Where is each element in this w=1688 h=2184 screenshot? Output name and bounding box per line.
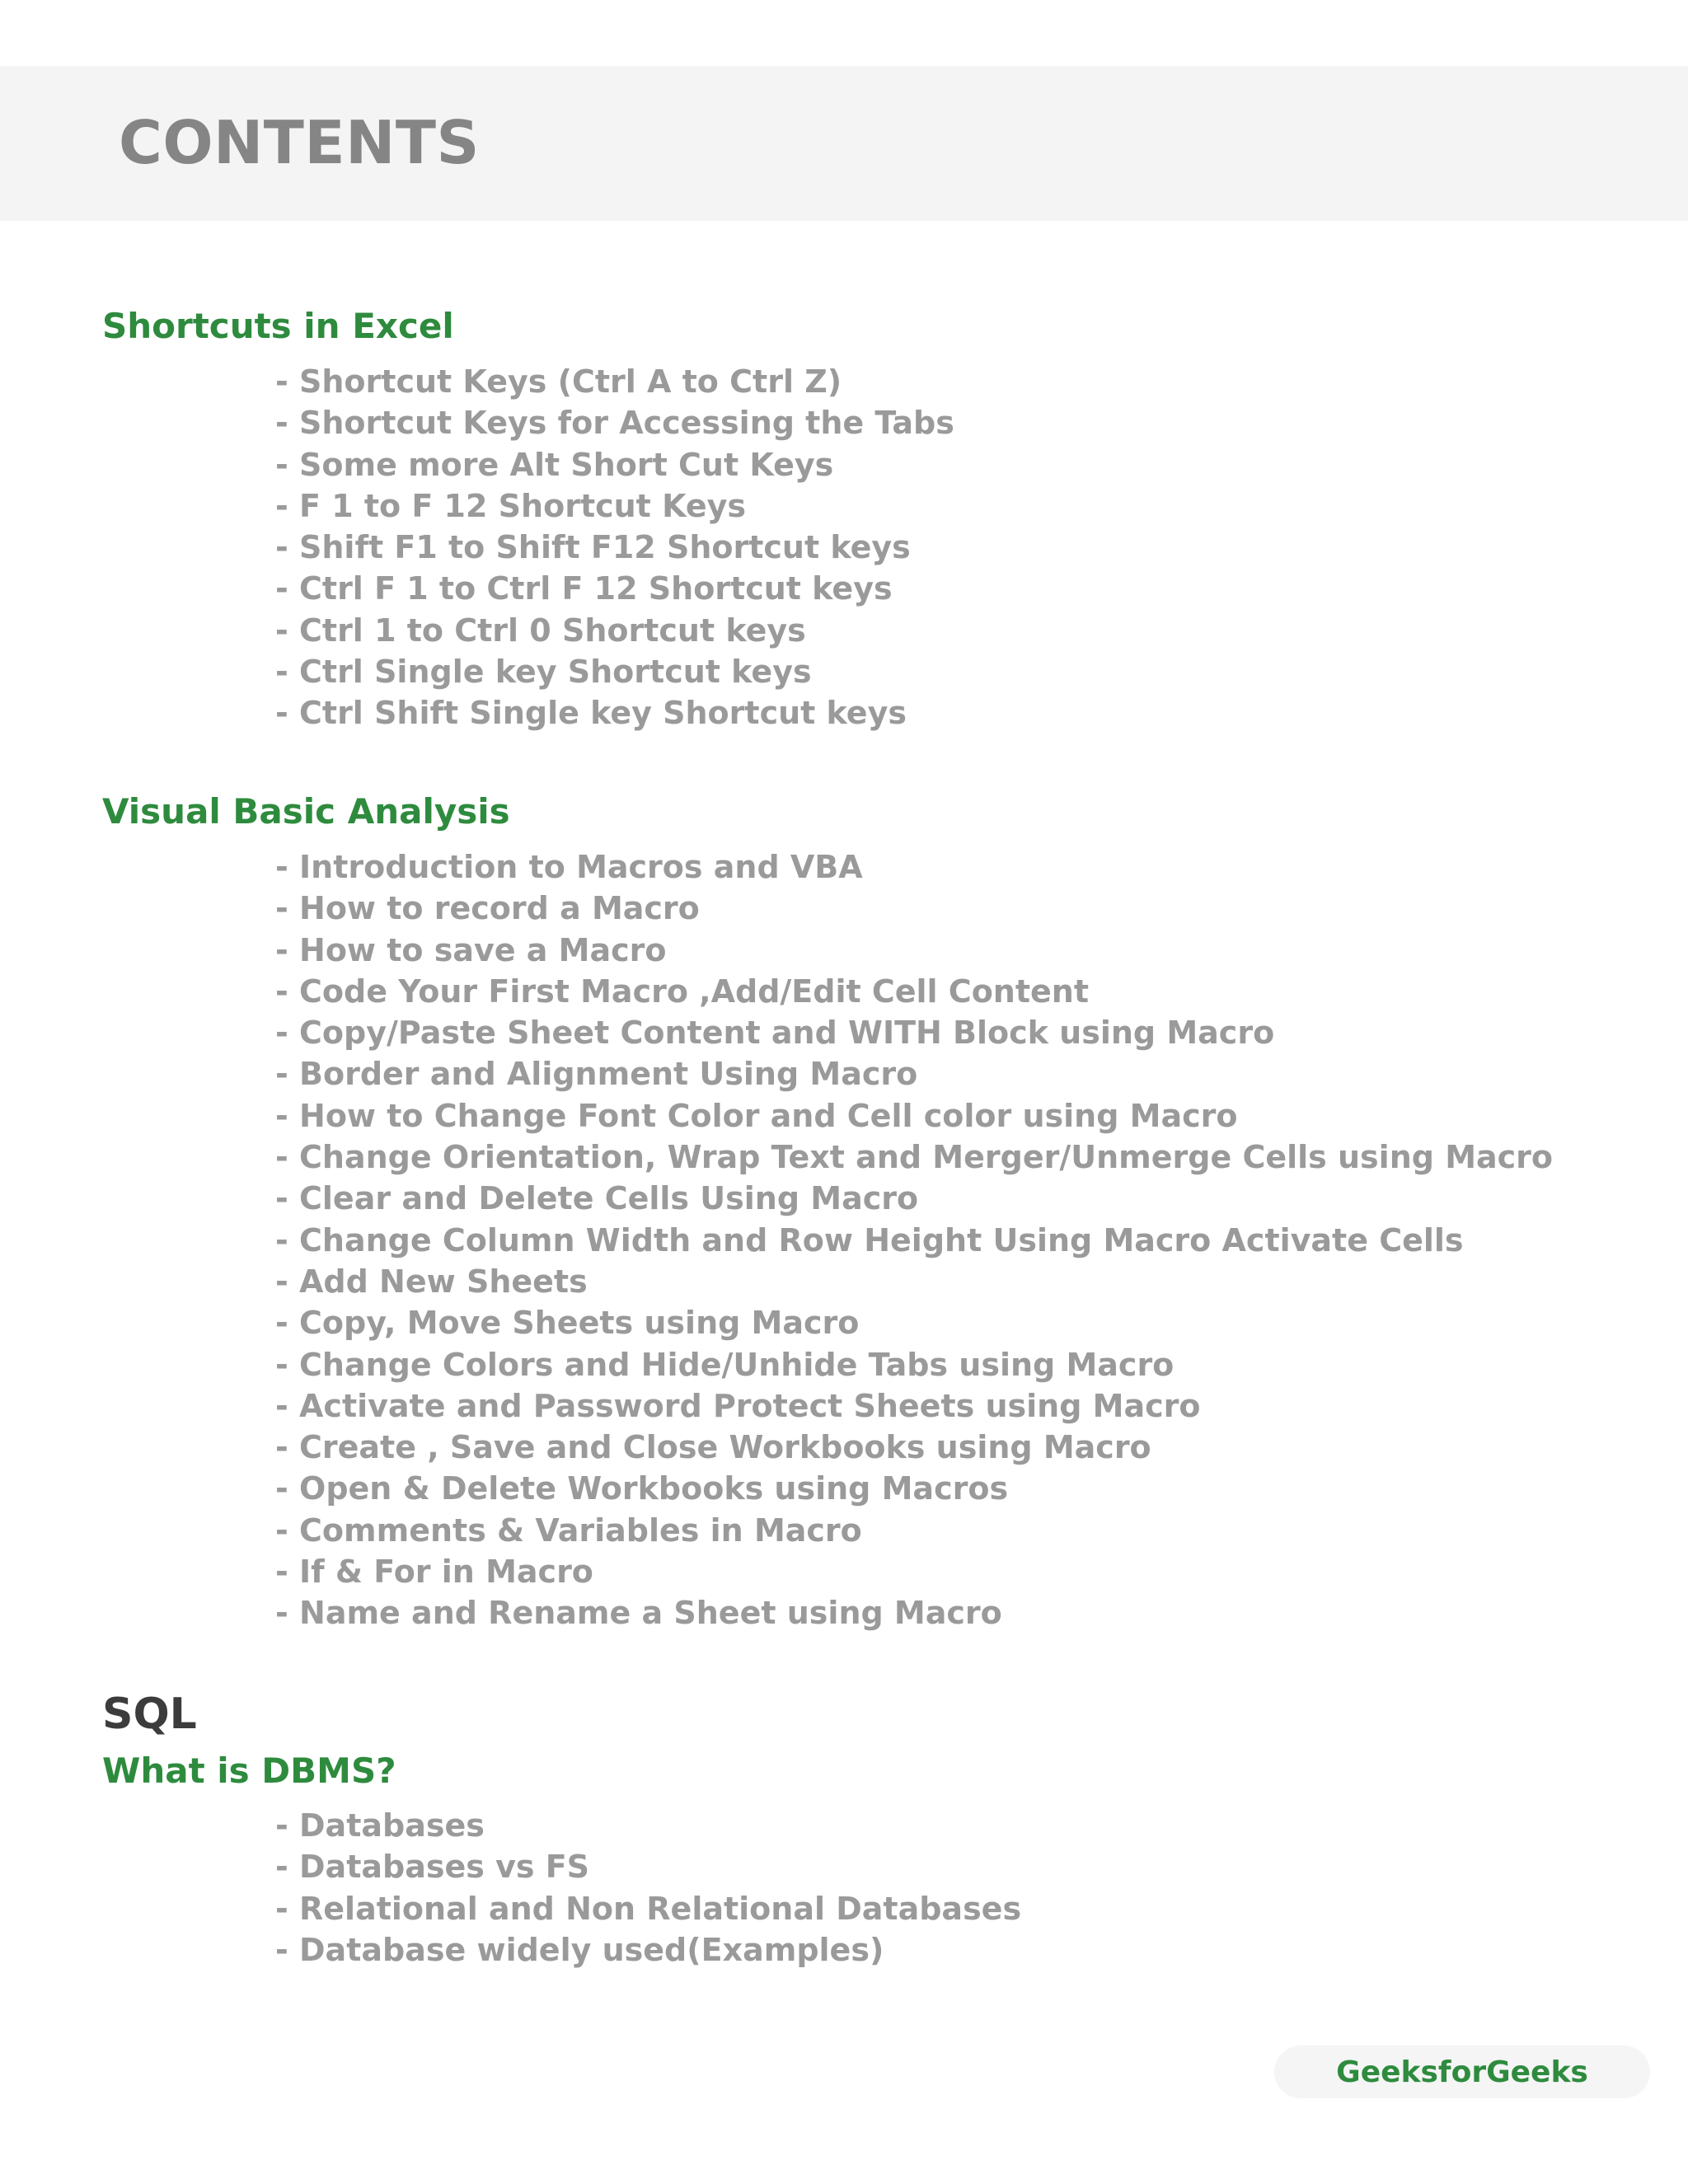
list-item: - Some more Alt Short Cut Keys bbox=[275, 444, 954, 485]
list-item: - Border and Alignment Using Macro bbox=[275, 1053, 1553, 1094]
section-title-what-is-dbms: What is DBMS? bbox=[102, 1750, 396, 1791]
list-item: - Ctrl 1 to Ctrl 0 Shortcut keys bbox=[275, 610, 954, 651]
list-item: - Shortcut Keys for Accessing the Tabs bbox=[275, 402, 954, 443]
list-item: - Copy, Move Sheets using Macro bbox=[275, 1302, 1553, 1343]
list-item: - Comments & Variables in Macro bbox=[275, 1510, 1553, 1551]
vba-list bbox=[275, 846, 1553, 1634]
list-item: - Ctrl F 1 to Ctrl F 12 Shortcut keys bbox=[275, 568, 954, 609]
list-item: - Name and Rename a Sheet using Macro bbox=[275, 1592, 1553, 1633]
page-title: CONTENTS bbox=[119, 108, 480, 177]
list-item: - F 1 to F 12 Shortcut Keys bbox=[275, 485, 954, 527]
list-item: - Database widely used(Examples) bbox=[275, 1929, 1021, 1971]
shortcuts-list bbox=[275, 361, 954, 734]
list-item: - Shift F1 to Shift F12 Shortcut keys bbox=[275, 527, 954, 568]
list-item: - Add New Sheets bbox=[275, 1261, 1553, 1302]
list-item: - Shortcut Keys (Ctrl A to Ctrl Z) bbox=[275, 361, 954, 402]
list-item: - How to save a Macro bbox=[275, 930, 1553, 971]
list-item: - Code Your First Macro ,Add/Edit Cell Content bbox=[275, 971, 1553, 1012]
list-item: - Activate and Password Protect Sheets using Macro bbox=[275, 1385, 1553, 1427]
list-item: - Introduction to Macros and VBA bbox=[275, 846, 1553, 888]
list-item: - Databases bbox=[275, 1805, 1021, 1846]
list-item: - Relational and Non Relational Databases bbox=[275, 1888, 1021, 1929]
list-item: - Change Column Width and Row Height Using Macro Activate Cells bbox=[275, 1220, 1553, 1261]
list-item: - How to Change Font Color and Cell color using Macro bbox=[275, 1095, 1553, 1137]
list-item: - Change Colors and Hide/Unhide Tabs using Macro bbox=[275, 1344, 1553, 1385]
sql-heading: SQL bbox=[102, 1690, 197, 1739]
list-item: - How to record a Macro bbox=[275, 888, 1553, 929]
list-item: - If & For in Macro bbox=[275, 1551, 1553, 1592]
brand-badge bbox=[1274, 2046, 1650, 2098]
list-item: - Ctrl Shift Single key Shortcut keys bbox=[275, 692, 954, 733]
list-item: - Change Orientation, Wrap Text and Merger/Unmerge Cells using Macro bbox=[275, 1137, 1553, 1178]
list-item: - Open & Delete Workbooks using Macros bbox=[275, 1468, 1553, 1509]
list-item: - Create , Save and Close Workbooks using Macro bbox=[275, 1427, 1553, 1468]
list-item: - Clear and Delete Cells Using Macro bbox=[275, 1178, 1553, 1219]
brand-name: GeeksforGeeks bbox=[1336, 2055, 1588, 2089]
dbms-list bbox=[275, 1805, 1021, 1971]
list-item: - Copy/Paste Sheet Content and WITH Block using Macro bbox=[275, 1012, 1553, 1053]
list-item: - Ctrl Single key Shortcut keys bbox=[275, 651, 954, 692]
section-title-visual-basic-analysis: Visual Basic Analysis bbox=[102, 791, 510, 832]
section-title-shortcuts-in-excel: Shortcuts in Excel bbox=[102, 306, 454, 346]
list-item: - Databases vs FS bbox=[275, 1846, 1021, 1887]
